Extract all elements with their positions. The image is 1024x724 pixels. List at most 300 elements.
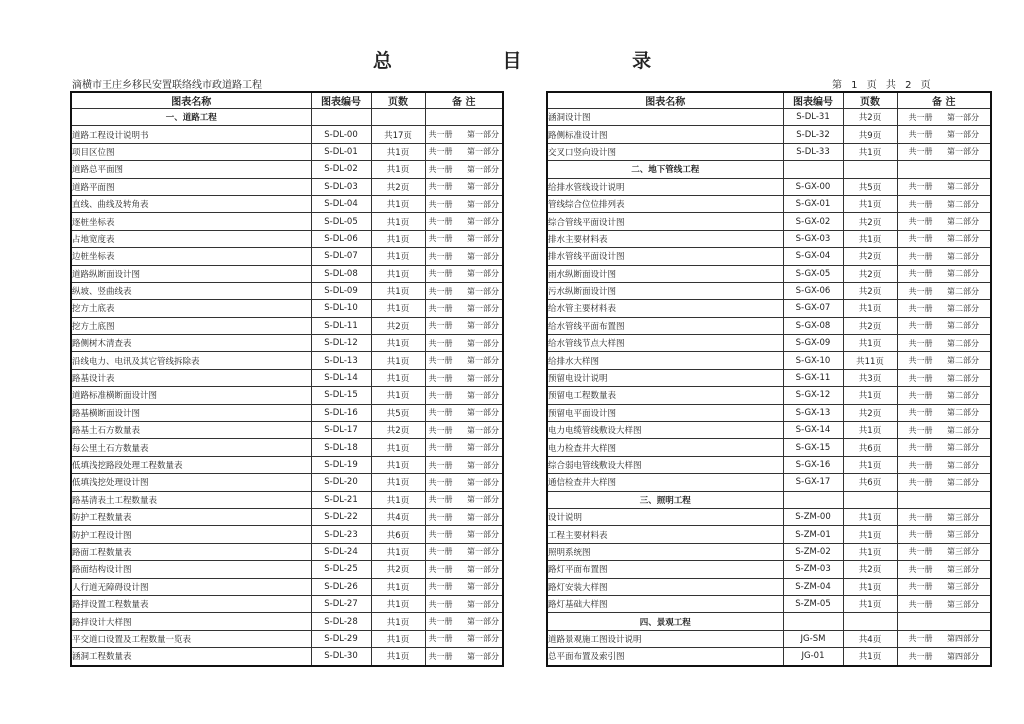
item-note: 共一册 第四部分 bbox=[897, 648, 991, 666]
item-name: 低填浅挖路段处理工程数量表 bbox=[71, 456, 311, 473]
empty-cell bbox=[371, 109, 425, 126]
item-name: 路侧树木清查表 bbox=[71, 335, 311, 352]
item-pages: 共2页 bbox=[843, 561, 897, 578]
header-code: 图表编号 bbox=[783, 92, 843, 109]
item-code: S-DL-22 bbox=[311, 508, 371, 525]
item-note: 共一册 第一部分 bbox=[425, 474, 503, 491]
table-row bbox=[71, 456, 503, 473]
item-note: 共一册 第三部分 bbox=[897, 526, 991, 543]
item-note: 共一册 第一部分 bbox=[425, 526, 503, 543]
item-code: S-DL-33 bbox=[783, 143, 843, 160]
item-pages: 共1页 bbox=[371, 300, 425, 317]
item-code: S-GX-14 bbox=[783, 422, 843, 439]
table-row bbox=[547, 282, 991, 299]
header-row bbox=[71, 92, 503, 109]
item-code: S-ZM-03 bbox=[783, 561, 843, 578]
table-body-right bbox=[547, 109, 991, 666]
item-name: 道路总平面图 bbox=[71, 161, 311, 178]
table-row bbox=[71, 352, 503, 369]
item-pages: 共1页 bbox=[371, 213, 425, 230]
empty-cell bbox=[311, 109, 371, 126]
page-title: 总 目 录 bbox=[372, 50, 704, 72]
empty-cell bbox=[843, 161, 897, 178]
table-row bbox=[71, 126, 503, 143]
item-pages: 共2页 bbox=[371, 561, 425, 578]
item-pages: 共1页 bbox=[371, 230, 425, 247]
item-pages: 共6页 bbox=[843, 474, 897, 491]
item-note: 共一册 第二部分 bbox=[897, 422, 991, 439]
item-code: S-DL-17 bbox=[311, 422, 371, 439]
section-title: 四、景观工程 bbox=[547, 613, 783, 630]
item-note: 共一册 第一部分 bbox=[425, 648, 503, 666]
item-pages: 共1页 bbox=[371, 648, 425, 666]
item-name: 直线、曲线及转角表 bbox=[71, 195, 311, 212]
table-row bbox=[71, 630, 503, 647]
item-name: 通信检查井大样图 bbox=[547, 474, 783, 491]
header-pages: 页数 bbox=[843, 92, 897, 109]
item-name: 道路工程设计说明书 bbox=[71, 126, 311, 143]
item-name: 挖方土底图 bbox=[71, 317, 311, 334]
item-pages: 共1页 bbox=[371, 543, 425, 560]
item-name: 电力电缆管线敷设大样图 bbox=[547, 422, 783, 439]
item-pages: 共11页 bbox=[843, 352, 897, 369]
table-row bbox=[71, 161, 503, 178]
table-row bbox=[547, 126, 991, 143]
item-code: S-DL-30 bbox=[311, 648, 371, 666]
item-pages: 共1页 bbox=[843, 543, 897, 560]
table-row bbox=[547, 561, 991, 578]
item-pages: 共1页 bbox=[843, 300, 897, 317]
item-name: 给水管主要材料表 bbox=[547, 300, 783, 317]
empty-cell bbox=[843, 613, 897, 630]
item-name: 设计说明 bbox=[547, 508, 783, 525]
item-code: S-DL-08 bbox=[311, 265, 371, 282]
item-pages: 共3页 bbox=[843, 369, 897, 386]
item-code: S-GX-03 bbox=[783, 230, 843, 247]
item-note: 共一册 第一部分 bbox=[425, 439, 503, 456]
item-pages: 共1页 bbox=[371, 161, 425, 178]
header-note: 备 注 bbox=[897, 92, 991, 109]
item-note: 共一册 第二部分 bbox=[897, 230, 991, 247]
item-note: 共一册 第一部分 bbox=[425, 630, 503, 647]
table-row bbox=[71, 561, 503, 578]
item-name: 道路纵断面设计图 bbox=[71, 265, 311, 282]
table-row bbox=[547, 543, 991, 560]
item-note: 共一册 第二部分 bbox=[897, 213, 991, 230]
table-row bbox=[71, 439, 503, 456]
item-note: 共一册 第二部分 bbox=[897, 456, 991, 473]
item-name: 总平面布置及索引图 bbox=[547, 648, 783, 666]
item-code: S-GX-00 bbox=[783, 178, 843, 195]
item-name: 交叉口竖向设计图 bbox=[547, 143, 783, 160]
item-code: S-DL-27 bbox=[311, 595, 371, 612]
item-pages: 共1页 bbox=[843, 456, 897, 473]
table-row bbox=[71, 648, 503, 666]
item-note: 共一册 第一部分 bbox=[425, 561, 503, 578]
item-name: 每公里土石方数量表 bbox=[71, 439, 311, 456]
item-note: 共一册 第一部分 bbox=[425, 300, 503, 317]
header-pages: 页数 bbox=[371, 92, 425, 109]
item-name: 预留电平面设计图 bbox=[547, 404, 783, 421]
item-code: S-GX-05 bbox=[783, 265, 843, 282]
item-name: 照明系统图 bbox=[547, 543, 783, 560]
item-note: 共一册 第四部分 bbox=[897, 630, 991, 647]
item-name: 给水管线平面布置图 bbox=[547, 317, 783, 334]
item-pages: 共2页 bbox=[371, 422, 425, 439]
item-name: 预留电工程数量表 bbox=[547, 387, 783, 404]
item-code: S-DL-21 bbox=[311, 491, 371, 508]
item-note: 共一册 第二部分 bbox=[897, 352, 991, 369]
table-row bbox=[547, 300, 991, 317]
item-pages: 共1页 bbox=[843, 526, 897, 543]
table-row bbox=[547, 404, 991, 421]
item-pages: 共6页 bbox=[843, 439, 897, 456]
item-code: S-DL-10 bbox=[311, 300, 371, 317]
item-note: 共一册 第一部分 bbox=[425, 613, 503, 630]
item-name: 预留电设计说明 bbox=[547, 369, 783, 386]
item-name: 道路平面图 bbox=[71, 178, 311, 195]
item-pages: 共1页 bbox=[371, 265, 425, 282]
item-pages: 共1页 bbox=[371, 439, 425, 456]
item-pages: 共9页 bbox=[843, 126, 897, 143]
item-pages: 共1页 bbox=[371, 387, 425, 404]
item-name: 路灯安装大样图 bbox=[547, 578, 783, 595]
header-name: 图表名称 bbox=[71, 92, 311, 109]
table-row bbox=[71, 143, 503, 160]
table-row bbox=[547, 265, 991, 282]
item-note: 共一册 第二部分 bbox=[897, 195, 991, 212]
item-pages: 共5页 bbox=[843, 178, 897, 195]
item-name: 污水纵断面设计图 bbox=[547, 282, 783, 299]
item-code: S-ZM-00 bbox=[783, 508, 843, 525]
table-row bbox=[547, 213, 991, 230]
table-row bbox=[71, 595, 503, 612]
table-row bbox=[547, 335, 991, 352]
item-code: S-ZM-02 bbox=[783, 543, 843, 560]
header-name: 图表名称 bbox=[547, 92, 783, 109]
empty-cell bbox=[897, 161, 991, 178]
item-note: 共一册 第一部分 bbox=[425, 387, 503, 404]
table-row bbox=[71, 317, 503, 334]
item-name: 低填浅挖处理设计图 bbox=[71, 474, 311, 491]
section-row bbox=[547, 161, 991, 178]
item-code: S-DL-05 bbox=[311, 213, 371, 230]
index-table-right bbox=[546, 91, 992, 667]
item-pages: 共1页 bbox=[843, 422, 897, 439]
item-note: 共一册 第一部分 bbox=[425, 595, 503, 612]
item-code: JG-01 bbox=[783, 648, 843, 666]
item-code: S-DL-15 bbox=[311, 387, 371, 404]
item-pages: 共1页 bbox=[843, 143, 897, 160]
item-code: S-ZM-04 bbox=[783, 578, 843, 595]
item-note: 共一册 第一部分 bbox=[897, 143, 991, 160]
table-body-left bbox=[71, 109, 503, 666]
empty-cell bbox=[783, 613, 843, 630]
item-name: 涵洞工程数量表 bbox=[71, 648, 311, 666]
item-name: 路侧标准设计图 bbox=[547, 126, 783, 143]
table-row bbox=[547, 352, 991, 369]
empty-cell bbox=[897, 613, 991, 630]
item-pages: 共2页 bbox=[843, 265, 897, 282]
item-code: S-DL-32 bbox=[783, 126, 843, 143]
item-name: 沿线电力、电讯及其它管线拆除表 bbox=[71, 352, 311, 369]
table-row bbox=[547, 508, 991, 525]
item-note: 共一册 第一部分 bbox=[425, 578, 503, 595]
item-note: 共一册 第二部分 bbox=[897, 369, 991, 386]
item-name: 雨水纵断面设计图 bbox=[547, 265, 783, 282]
item-code: S-ZM-05 bbox=[783, 595, 843, 612]
item-name: 工程主要材料表 bbox=[547, 526, 783, 543]
item-name: 项目区位图 bbox=[71, 143, 311, 160]
item-name: 排水管线平面设计图 bbox=[547, 248, 783, 265]
item-code: S-GX-12 bbox=[783, 387, 843, 404]
item-code: S-DL-20 bbox=[311, 474, 371, 491]
empty-cell bbox=[425, 109, 503, 126]
item-name: 边桩坐标表 bbox=[71, 248, 311, 265]
table-row bbox=[547, 178, 991, 195]
item-note: 共一册 第一部分 bbox=[425, 195, 503, 212]
item-code: S-DL-25 bbox=[311, 561, 371, 578]
table-row bbox=[71, 369, 503, 386]
item-pages: 共1页 bbox=[843, 595, 897, 612]
section-title: 二、地下管线工程 bbox=[547, 161, 783, 178]
item-note: 共一册 第一部分 bbox=[425, 352, 503, 369]
item-name: 路灯基础大样图 bbox=[547, 595, 783, 612]
table-row bbox=[71, 387, 503, 404]
item-name: 涵洞设计图 bbox=[547, 109, 783, 126]
table-row bbox=[547, 474, 991, 491]
table-row bbox=[71, 422, 503, 439]
item-code: S-DL-13 bbox=[311, 352, 371, 369]
item-note: 共一册 第三部分 bbox=[897, 543, 991, 560]
item-code: S-GX-07 bbox=[783, 300, 843, 317]
item-pages: 共1页 bbox=[843, 335, 897, 352]
item-name: 道路标准横断面设计图 bbox=[71, 387, 311, 404]
item-note: 共一册 第二部分 bbox=[897, 474, 991, 491]
item-pages: 共1页 bbox=[371, 595, 425, 612]
item-code: S-DL-11 bbox=[311, 317, 371, 334]
item-code: S-DL-09 bbox=[311, 282, 371, 299]
item-pages: 共1页 bbox=[371, 369, 425, 386]
item-name: 挖方土底表 bbox=[71, 300, 311, 317]
item-note: 共一册 第一部分 bbox=[897, 109, 991, 126]
item-note: 共一册 第一部分 bbox=[425, 369, 503, 386]
item-code: S-GX-16 bbox=[783, 456, 843, 473]
item-note: 共一册 第一部分 bbox=[425, 282, 503, 299]
item-code: S-DL-00 bbox=[311, 126, 371, 143]
table-row bbox=[71, 526, 503, 543]
item-code: S-GX-10 bbox=[783, 352, 843, 369]
table-row bbox=[547, 230, 991, 247]
table-row bbox=[71, 282, 503, 299]
table-row bbox=[71, 335, 503, 352]
item-pages: 共2页 bbox=[371, 178, 425, 195]
item-note: 共一册 第一部分 bbox=[425, 404, 503, 421]
item-note: 共一册 第二部分 bbox=[897, 178, 991, 195]
item-note: 共一册 第一部分 bbox=[425, 422, 503, 439]
item-name: 给排水管线设计说明 bbox=[547, 178, 783, 195]
item-pages: 共1页 bbox=[843, 508, 897, 525]
item-note: 共一册 第一部分 bbox=[425, 143, 503, 160]
item-pages: 共17页 bbox=[371, 126, 425, 143]
table-row bbox=[71, 248, 503, 265]
item-note: 共一册 第三部分 bbox=[897, 595, 991, 612]
item-pages: 共4页 bbox=[843, 630, 897, 647]
item-code: S-DL-19 bbox=[311, 456, 371, 473]
item-pages: 共1页 bbox=[843, 230, 897, 247]
item-note: 共一册 第一部分 bbox=[425, 230, 503, 247]
item-code: S-GX-09 bbox=[783, 335, 843, 352]
item-name: 人行道无障碍设计图 bbox=[71, 578, 311, 595]
table-row bbox=[71, 404, 503, 421]
table-row bbox=[547, 526, 991, 543]
item-name: 排水主要材料表 bbox=[547, 230, 783, 247]
item-note: 共一册 第一部分 bbox=[425, 126, 503, 143]
index-table-left bbox=[70, 91, 504, 667]
empty-cell bbox=[843, 491, 897, 508]
header-row bbox=[547, 92, 991, 109]
section-title: 一、道路工程 bbox=[71, 109, 311, 126]
section-row bbox=[71, 109, 503, 126]
item-code: S-DL-03 bbox=[311, 178, 371, 195]
item-code: S-DL-18 bbox=[311, 439, 371, 456]
item-pages: 共1页 bbox=[843, 578, 897, 595]
item-pages: 共1页 bbox=[371, 491, 425, 508]
item-code: S-GX-11 bbox=[783, 369, 843, 386]
table-row bbox=[71, 508, 503, 525]
empty-cell bbox=[783, 491, 843, 508]
item-name: 平交道口设置及工程数量一览表 bbox=[71, 630, 311, 647]
item-note: 共一册 第二部分 bbox=[897, 300, 991, 317]
item-note: 共一册 第二部分 bbox=[897, 282, 991, 299]
item-code: S-GX-01 bbox=[783, 195, 843, 212]
item-code: S-GX-15 bbox=[783, 439, 843, 456]
item-note: 共一册 第一部分 bbox=[425, 248, 503, 265]
item-pages: 共1页 bbox=[371, 195, 425, 212]
project-name: 滴横市王庄乡移民安置联络线市政道路工程 bbox=[72, 80, 262, 91]
item-note: 共一册 第二部分 bbox=[897, 317, 991, 334]
item-note: 共一册 第三部分 bbox=[897, 508, 991, 525]
item-name: 路基土石方数量表 bbox=[71, 422, 311, 439]
item-name: 管线综合位位排列表 bbox=[547, 195, 783, 212]
table-row bbox=[547, 648, 991, 666]
item-code: S-DL-07 bbox=[311, 248, 371, 265]
item-name: 防护工程数量表 bbox=[71, 508, 311, 525]
item-code: S-DL-16 bbox=[311, 404, 371, 421]
table-row bbox=[71, 195, 503, 212]
table-row bbox=[547, 456, 991, 473]
item-pages: 共5页 bbox=[371, 404, 425, 421]
item-note: 共一册 第三部分 bbox=[897, 561, 991, 578]
item-code: S-DL-12 bbox=[311, 335, 371, 352]
item-pages: 共1页 bbox=[371, 474, 425, 491]
table-row bbox=[71, 474, 503, 491]
table-row bbox=[547, 109, 991, 126]
item-code: S-DL-31 bbox=[783, 109, 843, 126]
table-row bbox=[71, 230, 503, 247]
item-note: 共一册 第一部分 bbox=[425, 317, 503, 334]
item-name: 占地宽度表 bbox=[71, 230, 311, 247]
item-code: S-DL-06 bbox=[311, 230, 371, 247]
item-name: 路拌设置工程数量表 bbox=[71, 595, 311, 612]
item-note: 共一册 第三部分 bbox=[897, 578, 991, 595]
item-code: S-ZM-01 bbox=[783, 526, 843, 543]
empty-cell bbox=[783, 161, 843, 178]
table-row bbox=[547, 143, 991, 160]
item-note: 共一册 第二部分 bbox=[897, 387, 991, 404]
item-note: 共一册 第二部分 bbox=[897, 404, 991, 421]
table-row bbox=[71, 300, 503, 317]
table-row bbox=[71, 543, 503, 560]
item-code: S-GX-13 bbox=[783, 404, 843, 421]
header-code: 图表编号 bbox=[311, 92, 371, 109]
item-name: 电力检查井大样图 bbox=[547, 439, 783, 456]
item-pages: 共2页 bbox=[843, 404, 897, 421]
item-pages: 共2页 bbox=[843, 317, 897, 334]
item-pages: 共1页 bbox=[843, 195, 897, 212]
table-row bbox=[71, 213, 503, 230]
item-code: S-DL-04 bbox=[311, 195, 371, 212]
table-row bbox=[71, 578, 503, 595]
item-code: S-DL-24 bbox=[311, 543, 371, 560]
item-code: S-DL-26 bbox=[311, 578, 371, 595]
item-note: 共一册 第一部分 bbox=[425, 491, 503, 508]
item-pages: 共2页 bbox=[843, 213, 897, 230]
table-row bbox=[71, 613, 503, 630]
item-name: 综合管线平面设计图 bbox=[547, 213, 783, 230]
item-code: S-GX-08 bbox=[783, 317, 843, 334]
item-code: S-GX-02 bbox=[783, 213, 843, 230]
item-code: S-DL-02 bbox=[311, 161, 371, 178]
table-row bbox=[71, 178, 503, 195]
table-row bbox=[547, 439, 991, 456]
item-note: 共一册 第一部分 bbox=[425, 543, 503, 560]
item-pages: 共1页 bbox=[371, 248, 425, 265]
table-row bbox=[547, 248, 991, 265]
item-pages: 共1页 bbox=[371, 282, 425, 299]
item-name: 综合弱电管线敷设大样图 bbox=[547, 456, 783, 473]
table-row bbox=[547, 317, 991, 334]
item-name: 防护工程设计图 bbox=[71, 526, 311, 543]
item-note: 共一册 第一部分 bbox=[425, 213, 503, 230]
item-note: 共一册 第一部分 bbox=[425, 335, 503, 352]
item-name: 给排水大样图 bbox=[547, 352, 783, 369]
item-name: 路面工程数量表 bbox=[71, 543, 311, 560]
item-code: S-GX-04 bbox=[783, 248, 843, 265]
item-pages: 共1页 bbox=[371, 143, 425, 160]
item-pages: 共2页 bbox=[371, 317, 425, 334]
item-note: 共一册 第一部分 bbox=[425, 508, 503, 525]
item-pages: 共1页 bbox=[371, 352, 425, 369]
item-code: JG-SM bbox=[783, 630, 843, 647]
item-pages: 共1页 bbox=[371, 335, 425, 352]
item-code: S-GX-17 bbox=[783, 474, 843, 491]
item-note: 共一册 第二部分 bbox=[897, 335, 991, 352]
item-name: 路灯平面布置图 bbox=[547, 561, 783, 578]
table-row bbox=[547, 195, 991, 212]
item-note: 共一册 第一部分 bbox=[425, 178, 503, 195]
item-pages: 共1页 bbox=[843, 648, 897, 666]
table-row bbox=[547, 369, 991, 386]
item-note: 共一册 第一部分 bbox=[425, 161, 503, 178]
item-pages: 共1页 bbox=[371, 578, 425, 595]
table-row bbox=[71, 265, 503, 282]
item-pages: 共1页 bbox=[371, 613, 425, 630]
item-pages: 共6页 bbox=[371, 526, 425, 543]
page-info: 第 1 页 共 2 页 bbox=[832, 80, 931, 91]
item-pages: 共2页 bbox=[843, 282, 897, 299]
table-row bbox=[547, 595, 991, 612]
